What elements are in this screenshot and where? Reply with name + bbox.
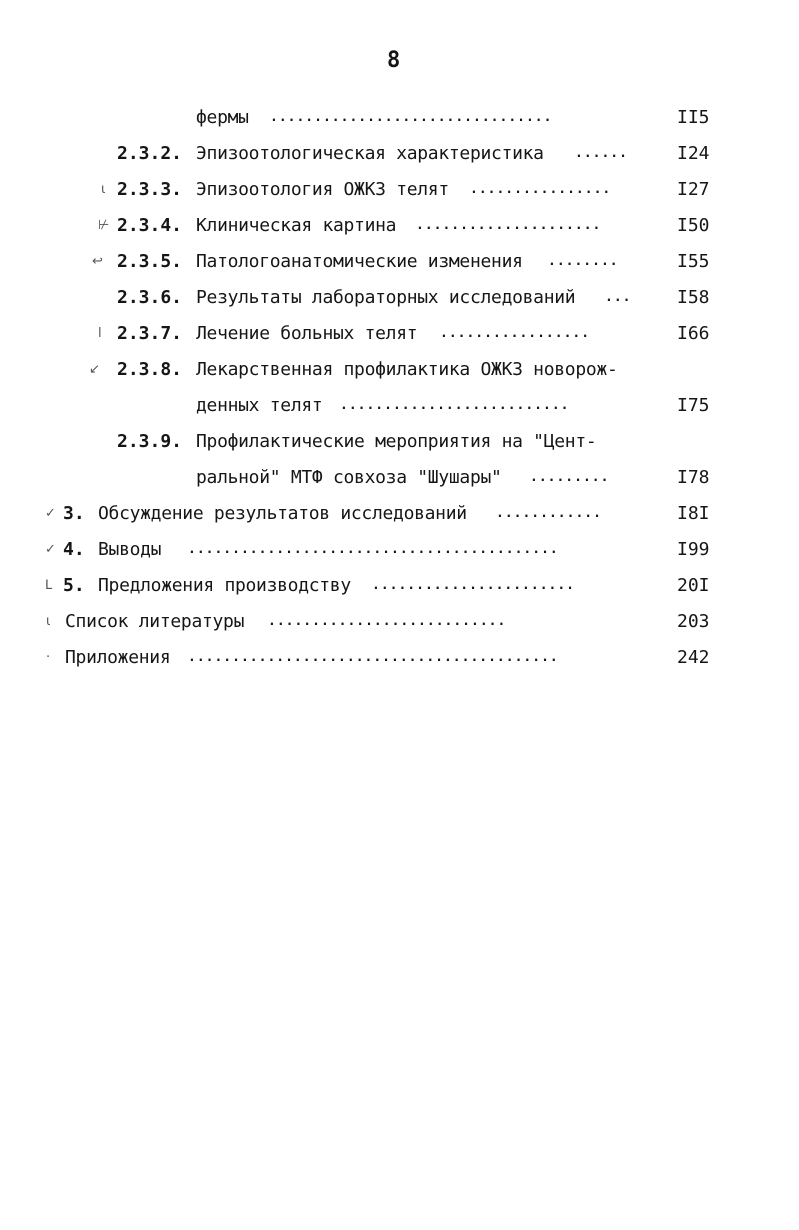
toc-item: [0, 358, 799, 382]
toc-item-page: I24: [677, 143, 710, 164]
toc-item-title: Приложения: [65, 647, 171, 668]
margin-mark-icon: ⊬: [98, 218, 110, 233]
toc-item-leader: ...: [605, 290, 632, 305]
toc-item-title: Патологоанатомические изменения: [196, 251, 523, 272]
toc-item-title: Результаты лабораторных исследований: [196, 287, 576, 308]
toc-item-leader: ..........................................: [188, 650, 559, 665]
toc-item-page: I27: [677, 179, 710, 200]
toc-item-leader: ................................: [270, 110, 553, 125]
toc-item-title: Выводы: [98, 539, 162, 560]
page-number: 8: [387, 48, 401, 73]
toc-item-leader: .................: [440, 326, 591, 341]
toc-item-title: ральной" МТФ совхоза "Шушары": [196, 467, 502, 488]
toc-item: [0, 250, 799, 274]
toc-item-title: Обсуждение результатов исследований: [98, 503, 467, 524]
margin-mark-icon: ι: [101, 182, 106, 197]
margin-mark-icon: ·: [46, 650, 51, 665]
margin-mark-icon: ι: [46, 614, 51, 629]
toc-item: [0, 646, 799, 670]
toc-item: [0, 214, 799, 238]
toc-item-number: 5.: [63, 575, 85, 596]
toc-item-page: I78: [677, 467, 710, 488]
toc-item-page: 242: [677, 647, 710, 668]
toc-item-page: 203: [677, 611, 710, 632]
toc-item: [0, 538, 799, 562]
toc-item-number: 2.3.7.: [117, 323, 183, 344]
toc-item: [0, 286, 799, 310]
toc-item: [0, 466, 799, 490]
toc-item-page: I8I: [677, 503, 710, 524]
toc-item: [0, 142, 799, 166]
toc-item-leader: ..........................................: [188, 542, 559, 557]
toc-item-title: Лечение больных телят: [196, 323, 418, 344]
toc-item-title: Клиническая картина: [196, 215, 397, 236]
toc-item-leader: .......................: [372, 578, 576, 593]
toc-item: [0, 430, 799, 454]
toc-item-title: Предложения производству: [98, 575, 351, 596]
toc-item-number: 3.: [63, 503, 85, 524]
toc-item: [0, 178, 799, 202]
toc-item-number: 2.3.4.: [117, 215, 183, 236]
toc-item-number: 2.3.5.: [117, 251, 183, 272]
toc-item-leader: .....................: [416, 218, 602, 233]
toc-item-title: Эпизоотологическая характеристика: [196, 143, 544, 164]
toc-item-page: I66: [677, 323, 710, 344]
toc-item-page: I75: [677, 395, 710, 416]
margin-mark-icon: ✓: [45, 506, 56, 521]
toc-item: [0, 394, 799, 418]
toc-item: [0, 106, 799, 130]
toc-item-leader: ................: [470, 182, 612, 197]
margin-mark-icon: ⅼ: [98, 326, 102, 341]
toc-item-number: 2.3.3.: [117, 179, 183, 200]
toc-item-title: Лекарственная профилактика ОЖКЗ новорож-: [196, 359, 618, 380]
toc-item-leader: .........: [530, 470, 610, 485]
toc-item-number: 4.: [63, 539, 85, 560]
toc-item-title: Список литературы: [65, 611, 245, 632]
toc-item: [0, 322, 799, 346]
toc-item-title: фермы: [196, 107, 249, 128]
margin-mark-icon: ᒪ: [45, 578, 53, 593]
toc-item-page: I50: [677, 215, 710, 236]
margin-mark-icon: ↙: [89, 362, 100, 377]
toc-item-number: 2.3.8.: [117, 359, 183, 380]
toc-item-page: I99: [677, 539, 710, 560]
toc-item-title: Профилактические мероприятия на "Цент-: [196, 431, 597, 452]
toc-item-number: 2.3.6.: [117, 287, 183, 308]
toc-item-page: I58: [677, 287, 710, 308]
toc-item-leader: ..........................: [340, 398, 570, 413]
toc-item-leader: ......: [575, 146, 628, 161]
toc-item-leader: ...........................: [268, 614, 507, 629]
toc-item-page: I55: [677, 251, 710, 272]
margin-mark-icon: ↩: [92, 254, 103, 269]
toc-item: [0, 502, 799, 526]
toc-item-title: Эпизоотология ОЖКЗ телят: [196, 179, 449, 200]
toc-item-number: 2.3.9.: [117, 431, 183, 452]
toc-item-page: 20I: [677, 575, 710, 596]
toc-item: [0, 574, 799, 598]
toc-item-leader: ............: [496, 506, 602, 521]
toc-item-number: 2.3.2.: [117, 143, 183, 164]
margin-mark-icon: ✓: [45, 542, 56, 557]
toc-item: [0, 610, 799, 634]
toc-item-leader: ........: [548, 254, 619, 269]
toc-item-page: II5: [677, 107, 710, 128]
toc-item-title: денных телят: [196, 395, 323, 416]
